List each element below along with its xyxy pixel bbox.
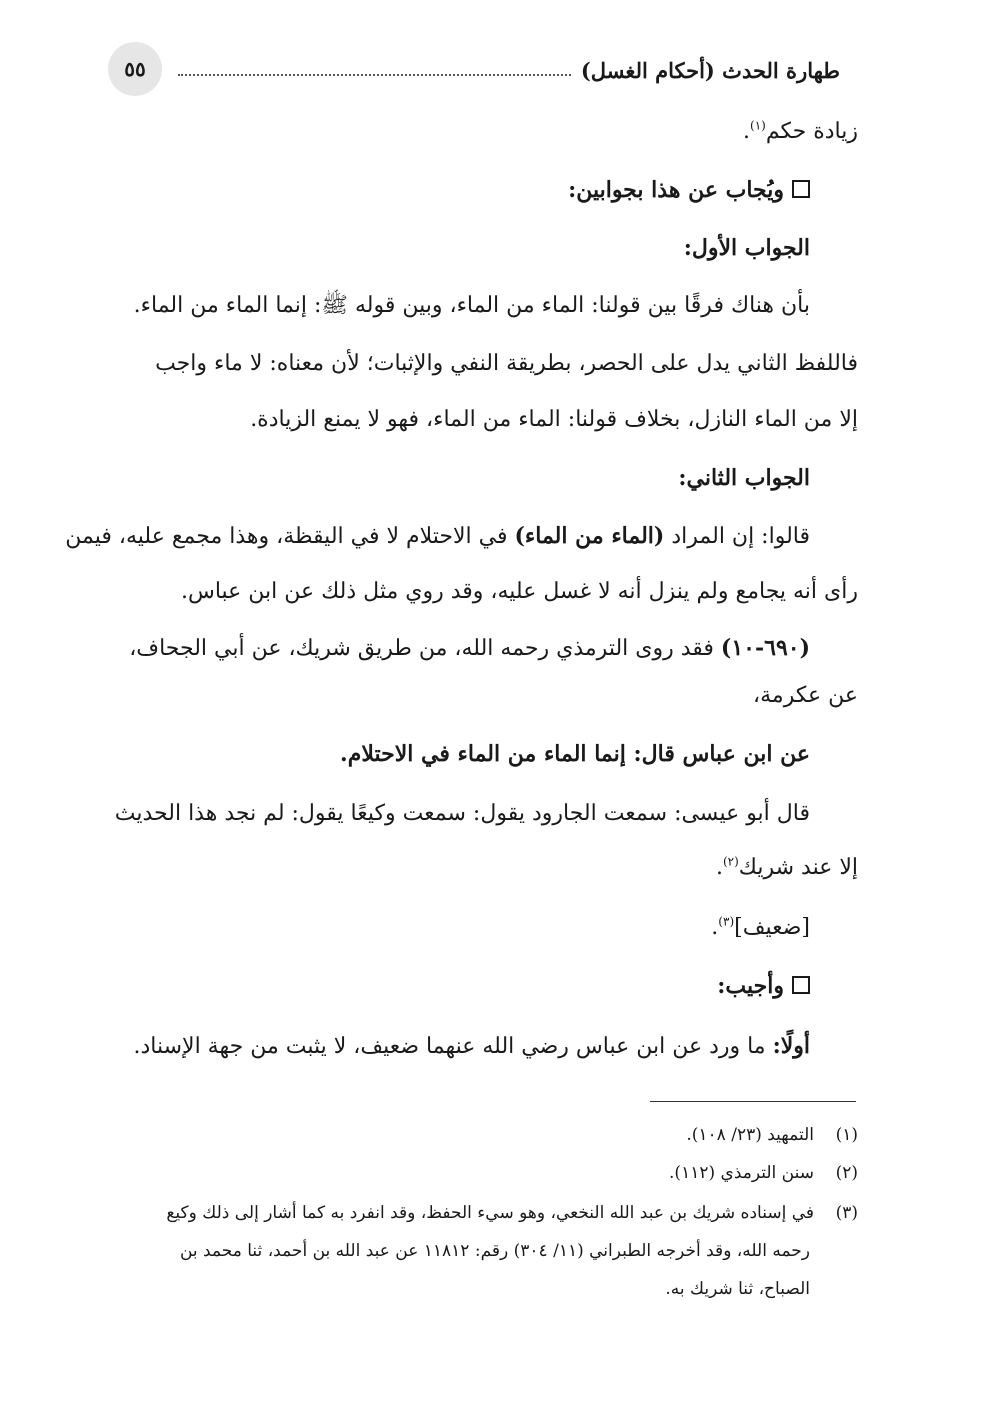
section-heading [118, 966, 810, 1006]
text: فقد روى الترمذي رحمه الله، من طريق شريك، عن أبي الجحاف، [129, 636, 714, 661]
text-line [118, 848, 858, 888]
dotted-leader [178, 74, 571, 76]
footnote [118, 1198, 858, 1228]
section-heading [118, 228, 810, 268]
text: إلا عند شريك [738, 855, 858, 880]
text: . [715, 855, 723, 880]
text-line: إلا من الماء النازل، بخلاف قولنا: الماء من الماء، فهو لا يمنع الزيادة. [250, 407, 858, 432]
footnote-continuation: الصباح، ثنا شريك به. [665, 1279, 810, 1299]
text-line [118, 628, 858, 669]
section-heading [118, 458, 810, 498]
footnote-ref: (٢) [722, 854, 739, 869]
text-line: عن عكرمة، [753, 683, 858, 708]
footnote-ref: (٣) [718, 914, 735, 929]
text: زيادة حكم [765, 119, 858, 144]
footnote-separator [650, 1101, 856, 1102]
bold-text: أولًا: [772, 1033, 810, 1059]
heading-text: الجواب الأول: [683, 235, 810, 261]
square-bullet-icon [792, 976, 810, 994]
running-title: طهارة الحدث (أحكام الغسل) [580, 57, 840, 83]
text-line [118, 112, 858, 152]
page-number-text: ٥٥ [124, 57, 146, 81]
page-number [108, 42, 162, 96]
text: . [711, 915, 719, 940]
footnote-number: (١) [835, 1125, 858, 1145]
footnote-text: التمهيد (٢٣/ ١٠٨). [686, 1125, 814, 1145]
text: . [743, 119, 750, 144]
heading-text: ويُجاب عن هذا بجوابين: [568, 177, 784, 203]
text-line: رأى أنه يجامع ولم ينزل أنه لا غسل عليه، وقد روي مثل ذلك عن ابن عباس. [180, 579, 858, 604]
text-line [65, 516, 858, 557]
text-line: بأن هناك فرقًا بين قولنا: الماء من الماء، وبين قوله ﷺ: إنما الماء من الماء. [133, 293, 810, 318]
footnote [118, 1158, 858, 1188]
hadith-number: (٦٩٠-١٠) [720, 635, 810, 661]
text-line [118, 908, 810, 948]
heading-text: الجواب الثاني: [678, 465, 810, 491]
hadith-text: عن ابن عباس قال: إنما الماء من الماء في الاحتلام. [340, 741, 810, 767]
square-bullet-icon [792, 180, 810, 198]
footnote-ref: (١) [750, 118, 766, 133]
footnote-number: (٣) [835, 1203, 858, 1223]
grading-text: [ضعيف] [734, 915, 810, 940]
text: ما ورد عن ابن عباس رضي الله عنهما ضعيف، لا يثبت من جهة الإسناد. [133, 1034, 766, 1059]
bold-text: (الماء من الماء) [514, 523, 665, 549]
text: قالوا: إن المراد [671, 524, 810, 549]
footnote-text: في إسناده شريك بن عبد الله النخعي، وهو سيء الحفظ، وقد انفرد به كما أشار إلى ذلك وكيع [166, 1203, 814, 1223]
text-line: فاللفظ الثاني يدل على الحصر، بطريقة النفي والإثبات؛ لأن معناه: لا ماء واجب [155, 351, 858, 376]
section-heading [118, 170, 810, 210]
footnote [118, 1120, 858, 1150]
running-header [178, 50, 840, 90]
footnote-text: سنن الترمذي (١١٢). [669, 1163, 814, 1183]
heading-text: وأجيب: [717, 973, 784, 999]
footnote-number: (٢) [835, 1163, 858, 1183]
footnote-continuation: رحمه الله، وقد أخرجه الطبراني (١١/ ٣٠٤) رقم: ١١٨١٢ عن عبد الله بن أحمد، ثنا محمد بن [179, 1241, 810, 1261]
text-line [114, 794, 858, 834]
text: قال أبو عيسى: سمعت الجارود يقول: سمعت وكيعًا يقول: لم نجد هذا الحديث [114, 801, 810, 826]
text: في الاحتلام لا في اليقظة، وهذا مجمع عليه، فيمن [65, 524, 508, 549]
text-line [118, 1026, 810, 1067]
